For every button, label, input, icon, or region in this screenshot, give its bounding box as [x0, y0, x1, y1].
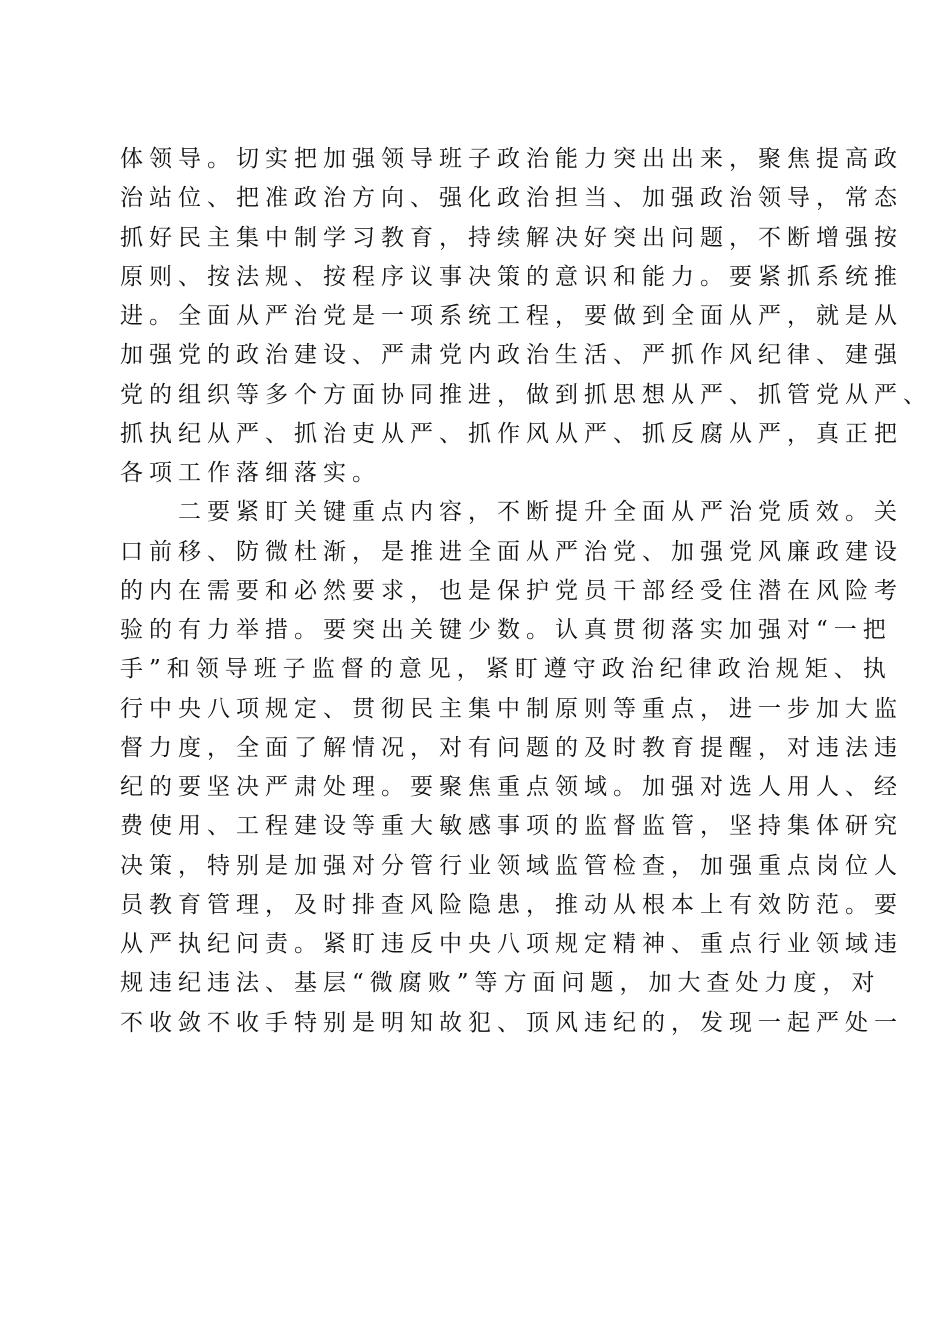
text-line: 从严执纪问责。紧盯违反中央八项规定精神、重点行业领域违 [120, 931, 903, 957]
text-line: 验的有力举措。要突出关键少数。认真贯彻落实加强对“一把 [120, 617, 892, 643]
text-line: 加强党的政治建设、严肃党内政治生活、严抓作风纪律、建强 [120, 342, 903, 369]
text-line: 抓好民主集中制学习教育，持续解决好突出问题，不断增强按 [120, 224, 903, 251]
text-line: 抓执纪从严、抓治吏从严、抓作风从严、抓反腐从严，真正把 [120, 420, 903, 447]
text-line: 各项工作落细落实。 [120, 460, 381, 486]
text-line: 纪的要坚决严肃处理。要聚焦重点领域。加强对选人用人、经 [120, 774, 903, 800]
document-body [120, 140, 932, 1043]
text-line: 原则、按法规、按程序议事决策的意识和能力。要紧抓系统推 [120, 263, 903, 290]
text-line: 党的组织等多个方面协同推进，做到抓思想从严、抓管党从严、 [120, 381, 932, 408]
text-line: 进。全面从严治党是一项系统工程，要做到全面从严，就是从 [120, 303, 903, 329]
text-line-indented: 二要紧盯关键重点内容，不断提升全面从严治党质效。关 [178, 499, 903, 526]
text-line: 员教育管理，及时排查风险隐患，推动从根本上有效防范。要 [120, 891, 903, 918]
text-line: 行中央八项规定、贯彻民主集中制原则等重点，进一步加大监 [120, 695, 903, 722]
text-line: 的内在需要和必然要求，也是保护党员干部经受住潜在风险考 [120, 577, 903, 604]
text-line: 不收敛不收手特别是明知故犯、顶风违纪的，发现一起严处一 [120, 1009, 903, 1036]
text-line: 口前移、防微杜渐，是推进全面从严治党、加强党风廉政建设 [120, 538, 903, 565]
text-line: 决策，特别是加强对分管行业领域监管检查，加强重点岗位人 [120, 852, 903, 879]
paragraph-2 [120, 493, 903, 1043]
text-line: 治站位、把准政治方向、强化政治担当、加强政治领导，常态 [120, 185, 903, 212]
text-line: 手”和领导班子监督的意见，紧盯遵守政治纪律政治规矩、执 [120, 656, 892, 683]
text-line: 费使用、工程建设等重大敏感事项的监督监管，坚持集体研究 [120, 813, 903, 840]
text-line: 体领导。切实把加强领导班子政治能力突出出来，聚焦提高政 [120, 146, 903, 172]
paragraph-1 [120, 140, 932, 493]
text-line: 督力度，全面了解情况，对有问题的及时教育提醒，对违法违 [120, 734, 903, 761]
text-line: 规违纪违法、基层“微腐败”等方面问题，加大查处力度，对 [120, 970, 881, 997]
